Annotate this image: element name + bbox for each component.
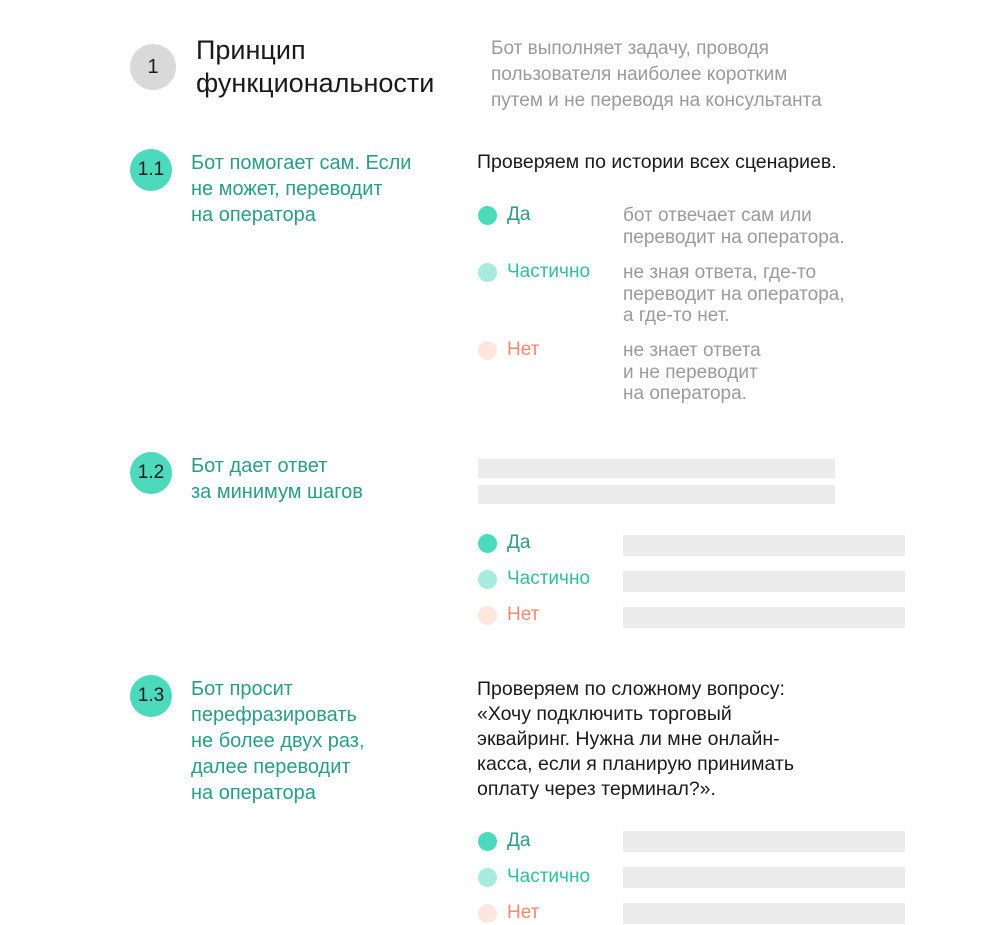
option-label-yes: Да (507, 830, 531, 851)
placeholder-bar (623, 607, 905, 628)
principle-title (196, 34, 434, 100)
placeholder-bar (623, 831, 905, 852)
section-title-line: далее переводит (191, 756, 351, 778)
section-title-line: на оператора (191, 782, 316, 804)
option-desc-line: не знает ответа (623, 340, 761, 361)
option-label-partial: Частично (507, 866, 591, 887)
principle-title-line: функциональности (196, 68, 435, 98)
option-desc-partial (623, 262, 923, 327)
option-label-partial: Частично (507, 568, 591, 589)
check-method-line: эквайринг. Нужна ли мне онлайн- (477, 728, 780, 750)
option-desc-line: не зная ответа, где-то (623, 262, 817, 283)
no-status-dot (478, 606, 497, 625)
placeholder-bar (623, 903, 905, 924)
check-method-text (477, 677, 917, 802)
option-desc-line: и не переводит (623, 361, 758, 383)
no-status-dot (478, 904, 497, 923)
option-label-no: Нет (507, 902, 540, 923)
option-label-yes: Да (507, 532, 531, 553)
placeholder-bar (623, 535, 905, 556)
principle-number: 1 (147, 55, 159, 78)
section-title-line: не более двух раз, (191, 730, 365, 752)
option-desc-line: а где-то нет. (623, 305, 730, 326)
check-method-line: оплату через терминал?». (477, 778, 716, 800)
section-number: 1.2 (137, 462, 165, 483)
placeholder-bar (623, 867, 905, 888)
principle-desc-line: путем и не переводя на консультанта (491, 90, 822, 111)
section-title-line: Бот просит (191, 678, 293, 700)
option-label-no: Нет (507, 339, 540, 360)
section-number: 1.3 (137, 685, 165, 706)
section-title (191, 453, 461, 505)
yes-status-dot (478, 832, 497, 851)
check-method-line: «Хочу подключить торговый (477, 703, 732, 725)
section-number-badge (130, 452, 172, 494)
yes-status-dot (478, 206, 497, 225)
principle-desc-line: пользователя наиболее коротким (491, 64, 788, 85)
option-desc-no (623, 340, 923, 405)
check-method-line: Проверяем по истории всех сценариев. (477, 151, 837, 173)
section-title-line: Бот дает ответ (191, 455, 328, 477)
section-title-line: не может, переводит (191, 178, 383, 200)
option-desc-line: переводит на оператора, (623, 283, 845, 305)
section-number-badge (130, 149, 172, 191)
option-desc-yes (623, 205, 923, 248)
no-status-dot (478, 341, 497, 360)
section-title-line: перефразировать (191, 704, 357, 726)
principle-desc-line: Бот выполняет задачу, проводя (491, 38, 769, 59)
partial-status-dot (478, 263, 497, 282)
section-title-line: Бот помогает сам. Если (191, 152, 412, 174)
placeholder-bar (478, 485, 835, 504)
section-title-line: на оператора (191, 204, 316, 226)
section-number: 1.1 (137, 159, 165, 180)
placeholder-bar (623, 571, 905, 592)
option-label-no: Нет (507, 604, 540, 625)
principle-number-badge (130, 44, 176, 90)
principle-title-line: Принцип (196, 35, 306, 65)
partial-status-dot (478, 868, 497, 887)
section-title (191, 150, 461, 228)
partial-status-dot (478, 570, 497, 589)
check-method-line: Проверяем по сложному вопросу: (477, 678, 785, 700)
section-title (191, 676, 461, 806)
check-method-line: касса, если я планирую принимать (477, 753, 794, 775)
option-label-yes: Да (507, 204, 531, 225)
placeholder-bar (478, 459, 835, 478)
section-number-badge (130, 675, 172, 717)
yes-status-dot (478, 534, 497, 553)
option-desc-line: бот отвечает сам или (623, 205, 812, 226)
section-title-line: за минимум шагов (191, 481, 363, 503)
option-desc-line: переводит на оператора. (623, 226, 845, 248)
option-desc-line: на оператора. (623, 383, 747, 404)
check-method-text (477, 150, 917, 175)
option-label-partial: Частично (507, 261, 591, 282)
principle-description (491, 36, 911, 114)
